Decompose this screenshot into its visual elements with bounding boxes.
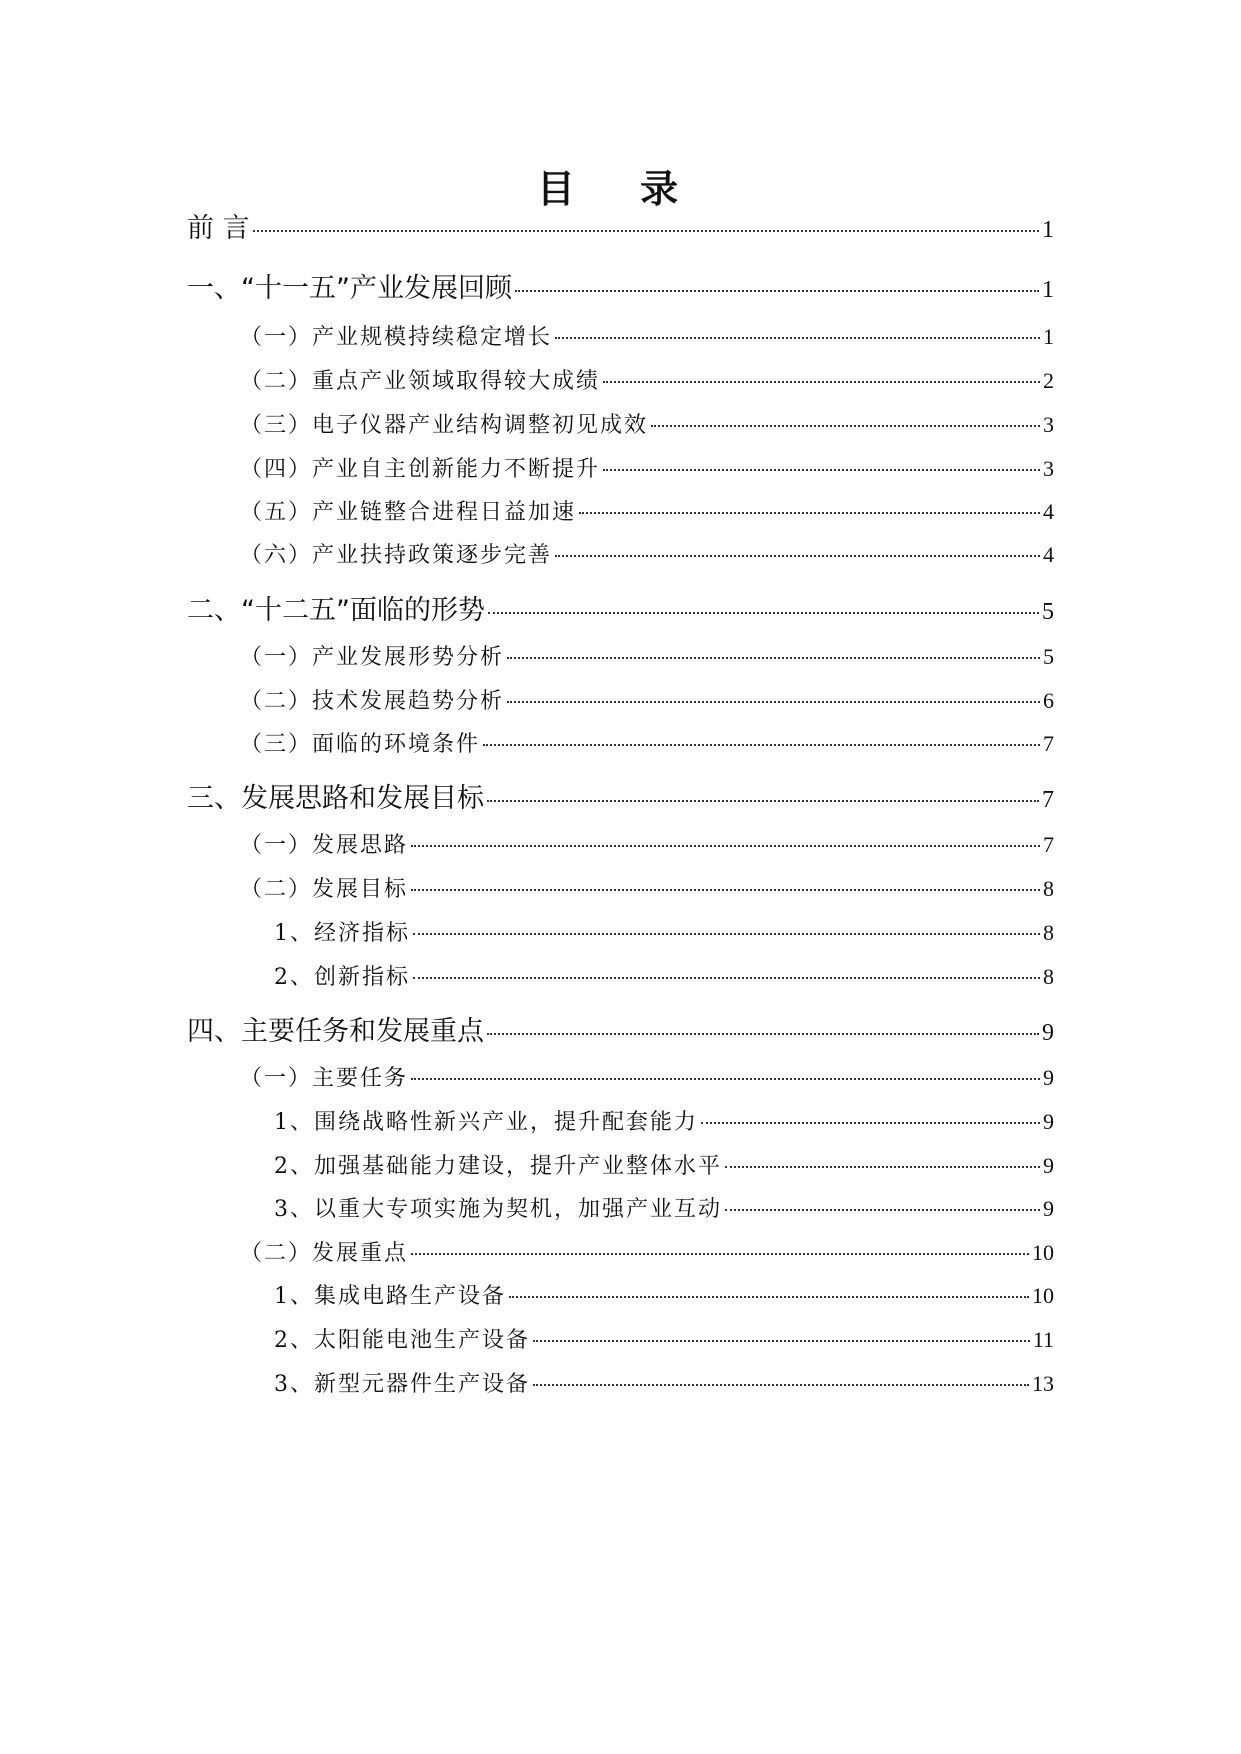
toc-entry[interactable] bbox=[240, 364, 1054, 395]
toc-entry-label: （二）发展重点 bbox=[240, 1241, 409, 1266]
toc-entry-label: （六）产业扶持政策逐步完善 bbox=[240, 543, 553, 568]
dot-leader bbox=[725, 1166, 1040, 1168]
toc-entry-page-number: 9 bbox=[1043, 1153, 1054, 1178]
toc-entry[interactable] bbox=[240, 452, 1054, 483]
toc-entry-page-number: 9 bbox=[1043, 1196, 1054, 1221]
toc-entry-page-number: 5 bbox=[1043, 644, 1054, 669]
dot-leader bbox=[411, 889, 1040, 891]
toc-entry-label: （二）重点产业领域取得较大成绩 bbox=[240, 369, 601, 394]
dot-leader bbox=[701, 1122, 1040, 1124]
toc-entry-label: 2、太阳能电池生产设备 bbox=[274, 1328, 530, 1353]
toc-entry-page-number: 10 bbox=[1032, 1283, 1054, 1308]
dot-leader bbox=[253, 230, 1039, 232]
toc-entry[interactable] bbox=[187, 266, 1054, 305]
toc-entry[interactable] bbox=[240, 320, 1054, 351]
dot-leader bbox=[507, 701, 1040, 703]
toc-entry-label: （二）发展目标 bbox=[240, 877, 409, 902]
toc-entry-label: 3、新型元器件生产设备 bbox=[274, 1372, 530, 1397]
dot-leader bbox=[651, 425, 1040, 427]
toc-entry-label: 前 言 bbox=[187, 213, 250, 244]
toc-entry-page-number: 8 bbox=[1043, 964, 1054, 989]
toc-entry[interactable] bbox=[240, 1061, 1054, 1092]
toc-entry-page-number: 3 bbox=[1043, 412, 1054, 437]
toc-entry[interactable] bbox=[274, 960, 1054, 991]
toc-entry-page-number: 7 bbox=[1043, 731, 1054, 756]
toc-entry[interactable] bbox=[187, 1009, 1054, 1048]
dot-leader bbox=[725, 1209, 1040, 1211]
toc-entry-label: 三、发展思路和发展目标 bbox=[187, 783, 484, 814]
toc-entry[interactable] bbox=[274, 1279, 1054, 1310]
toc-entry-page-number: 8 bbox=[1043, 876, 1054, 901]
dot-leader bbox=[411, 1253, 1029, 1255]
toc-entry-page-number: 2 bbox=[1043, 368, 1054, 393]
toc-entry-label: 1、围绕战略性新兴产业，提升配套能力 bbox=[274, 1110, 698, 1135]
toc-entry[interactable] bbox=[274, 916, 1054, 947]
toc-entry-page-number: 9 bbox=[1043, 1109, 1054, 1134]
toc-entry[interactable] bbox=[187, 776, 1054, 815]
dot-leader bbox=[488, 612, 1039, 614]
dot-leader bbox=[533, 1384, 1029, 1386]
toc-entry[interactable] bbox=[240, 640, 1054, 671]
toc-entry[interactable] bbox=[274, 1105, 1054, 1136]
toc-entry-label: 1、经济指标 bbox=[274, 921, 410, 946]
toc-entry-label: （三）面临的环境条件 bbox=[240, 732, 481, 757]
toc-title: 目 录 bbox=[536, 167, 705, 211]
dot-leader bbox=[603, 381, 1040, 383]
toc-entry[interactable] bbox=[187, 206, 1054, 245]
toc-entry[interactable] bbox=[240, 727, 1054, 758]
toc-entry-page-number: 5 bbox=[1042, 599, 1054, 625]
dot-leader bbox=[413, 933, 1040, 935]
toc-entry[interactable] bbox=[240, 828, 1054, 859]
toc-entry[interactable] bbox=[240, 408, 1054, 439]
dot-leader bbox=[515, 290, 1039, 292]
toc-entry-page-number: 7 bbox=[1043, 832, 1054, 857]
toc-entry-label: （一）产业发展形势分析 bbox=[240, 645, 505, 670]
toc-entry-label: 1、集成电路生产设备 bbox=[274, 1284, 506, 1309]
toc-entry[interactable] bbox=[274, 1367, 1054, 1398]
toc-entry[interactable] bbox=[187, 588, 1054, 627]
dot-leader bbox=[507, 657, 1040, 659]
toc-entry[interactable] bbox=[240, 684, 1054, 715]
toc-entry-label: （四）产业自主创新能力不断提升 bbox=[240, 457, 601, 482]
toc-entry-page-number: 4 bbox=[1043, 542, 1054, 567]
toc-entry-page-number: 8 bbox=[1043, 920, 1054, 945]
dot-leader bbox=[533, 1340, 1030, 1342]
toc-entry[interactable] bbox=[240, 495, 1054, 526]
toc-entry-label: 2、加强基础能力建设，提升产业整体水平 bbox=[274, 1154, 722, 1179]
toc-entry-label: （一）主要任务 bbox=[240, 1066, 409, 1091]
dot-leader bbox=[487, 1033, 1039, 1035]
toc-entry-page-number: 9 bbox=[1042, 1020, 1054, 1046]
toc-entry-label: （一）产业规模持续稳定增长 bbox=[240, 325, 553, 350]
toc-entry-page-number: 7 bbox=[1042, 787, 1054, 813]
toc-entry[interactable] bbox=[240, 1236, 1054, 1267]
dot-leader bbox=[555, 337, 1040, 339]
toc-entry-label: 3、以重大专项实施为契机，加强产业互动 bbox=[274, 1197, 722, 1222]
toc-entry-page-number: 13 bbox=[1032, 1371, 1054, 1396]
toc-entry-label: 四、主要任务和发展重点 bbox=[187, 1016, 484, 1047]
toc-entry-label: 二、“十二五”面临的形势 bbox=[187, 595, 485, 626]
toc-entry-page-number: 9 bbox=[1043, 1065, 1054, 1090]
toc-entry-label: （一）发展思路 bbox=[240, 833, 409, 858]
dot-leader bbox=[411, 845, 1040, 847]
dot-leader bbox=[555, 555, 1040, 557]
dot-leader bbox=[487, 800, 1039, 802]
toc-entry[interactable] bbox=[274, 1323, 1054, 1354]
toc-entry-label: （二）技术发展趋势分析 bbox=[240, 689, 505, 714]
dot-leader bbox=[509, 1296, 1029, 1298]
toc-entry-page-number: 10 bbox=[1032, 1240, 1054, 1265]
toc-entry-page-number: 3 bbox=[1043, 456, 1054, 481]
dot-leader bbox=[579, 512, 1040, 514]
toc-entry-page-number: 4 bbox=[1043, 499, 1054, 524]
dot-leader bbox=[483, 744, 1040, 746]
toc-entry-page-number: 1 bbox=[1043, 324, 1054, 349]
toc-entry[interactable] bbox=[274, 1149, 1054, 1180]
toc-entry-page-number: 11 bbox=[1032, 1327, 1054, 1352]
dot-leader bbox=[603, 469, 1040, 471]
toc-entry[interactable] bbox=[274, 1192, 1054, 1223]
toc-entry-label: （三）电子仪器产业结构调整初见成效 bbox=[240, 413, 649, 438]
toc-entry-label: 一、“十一五”产业发展回顾 bbox=[187, 273, 512, 304]
toc-entry-label: （五）产业链整合进程日益加速 bbox=[240, 500, 577, 525]
dot-leader bbox=[411, 1078, 1040, 1080]
toc-entry-page-number: 1 bbox=[1042, 217, 1054, 243]
dot-leader bbox=[413, 977, 1040, 979]
toc-entry[interactable] bbox=[240, 538, 1054, 569]
toc-entry-page-number: 1 bbox=[1042, 277, 1054, 303]
toc-entry-label: 2、创新指标 bbox=[274, 965, 410, 990]
toc-entry-page-number: 6 bbox=[1043, 688, 1054, 713]
toc-entry[interactable] bbox=[240, 872, 1054, 903]
